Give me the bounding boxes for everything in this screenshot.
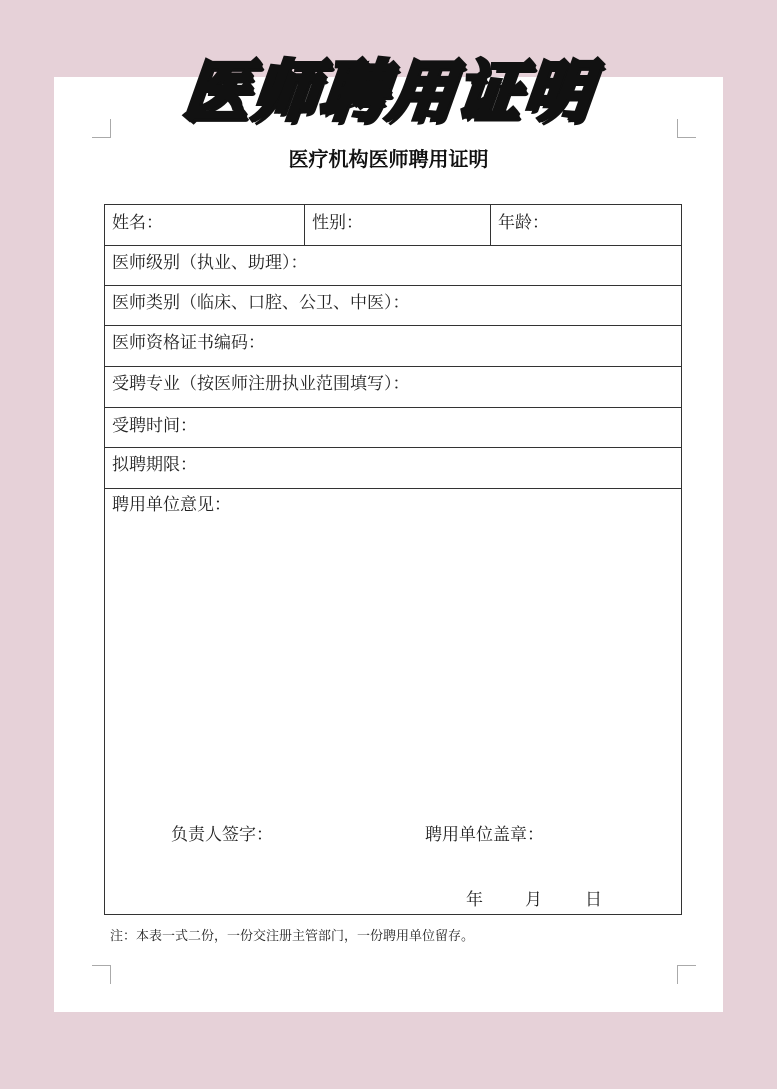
crop-mark-bottom-right <box>677 965 696 984</box>
date-day: 日 <box>585 890 602 910</box>
form-row-term <box>105 448 681 489</box>
form-row-cert <box>105 326 681 367</box>
divider <box>304 205 305 245</box>
term-field[interactable]: 拟聘期限： <box>112 455 197 475</box>
responsible-signature-label[interactable]: 负责人签字： <box>171 825 273 845</box>
employment-form <box>104 204 682 915</box>
form-row-hire-time <box>105 408 681 448</box>
name-field[interactable]: 姓名： <box>112 213 163 233</box>
document-title: 医疗机构医师聘用证明 <box>288 147 489 171</box>
form-row-category <box>105 286 681 326</box>
form-row-specialty <box>105 367 681 408</box>
opinion-label: 聘用单位意见： <box>112 495 231 515</box>
divider <box>490 205 491 245</box>
certificate-number-field[interactable]: 医师资格证书编码： <box>112 333 265 353</box>
banner-title: 医师聘用证明 <box>179 53 596 130</box>
crop-mark-bottom-left <box>92 965 111 984</box>
level-field[interactable]: 医师级别（执业、助理）： <box>112 253 308 273</box>
hire-time-field[interactable]: 受聘时间： <box>112 416 197 436</box>
date-year: 年 <box>466 890 483 910</box>
form-row-basic <box>105 205 681 246</box>
footnote: 注：本表一式二份，一份交注册主管部门，一份聘用单位留存。 <box>110 929 475 944</box>
gender-field[interactable]: 性别： <box>312 213 363 233</box>
date-month: 月 <box>525 890 542 910</box>
unit-seal-label[interactable]: 聘用单位盖章： <box>425 825 544 845</box>
category-field[interactable]: 医师类别（临床、口腔、公卫、中医）： <box>112 293 410 313</box>
specialty-field[interactable]: 受聘专业（按医师注册执业范围填写）： <box>112 374 410 394</box>
age-field[interactable]: 年龄： <box>498 213 549 233</box>
form-row-level <box>105 246 681 286</box>
